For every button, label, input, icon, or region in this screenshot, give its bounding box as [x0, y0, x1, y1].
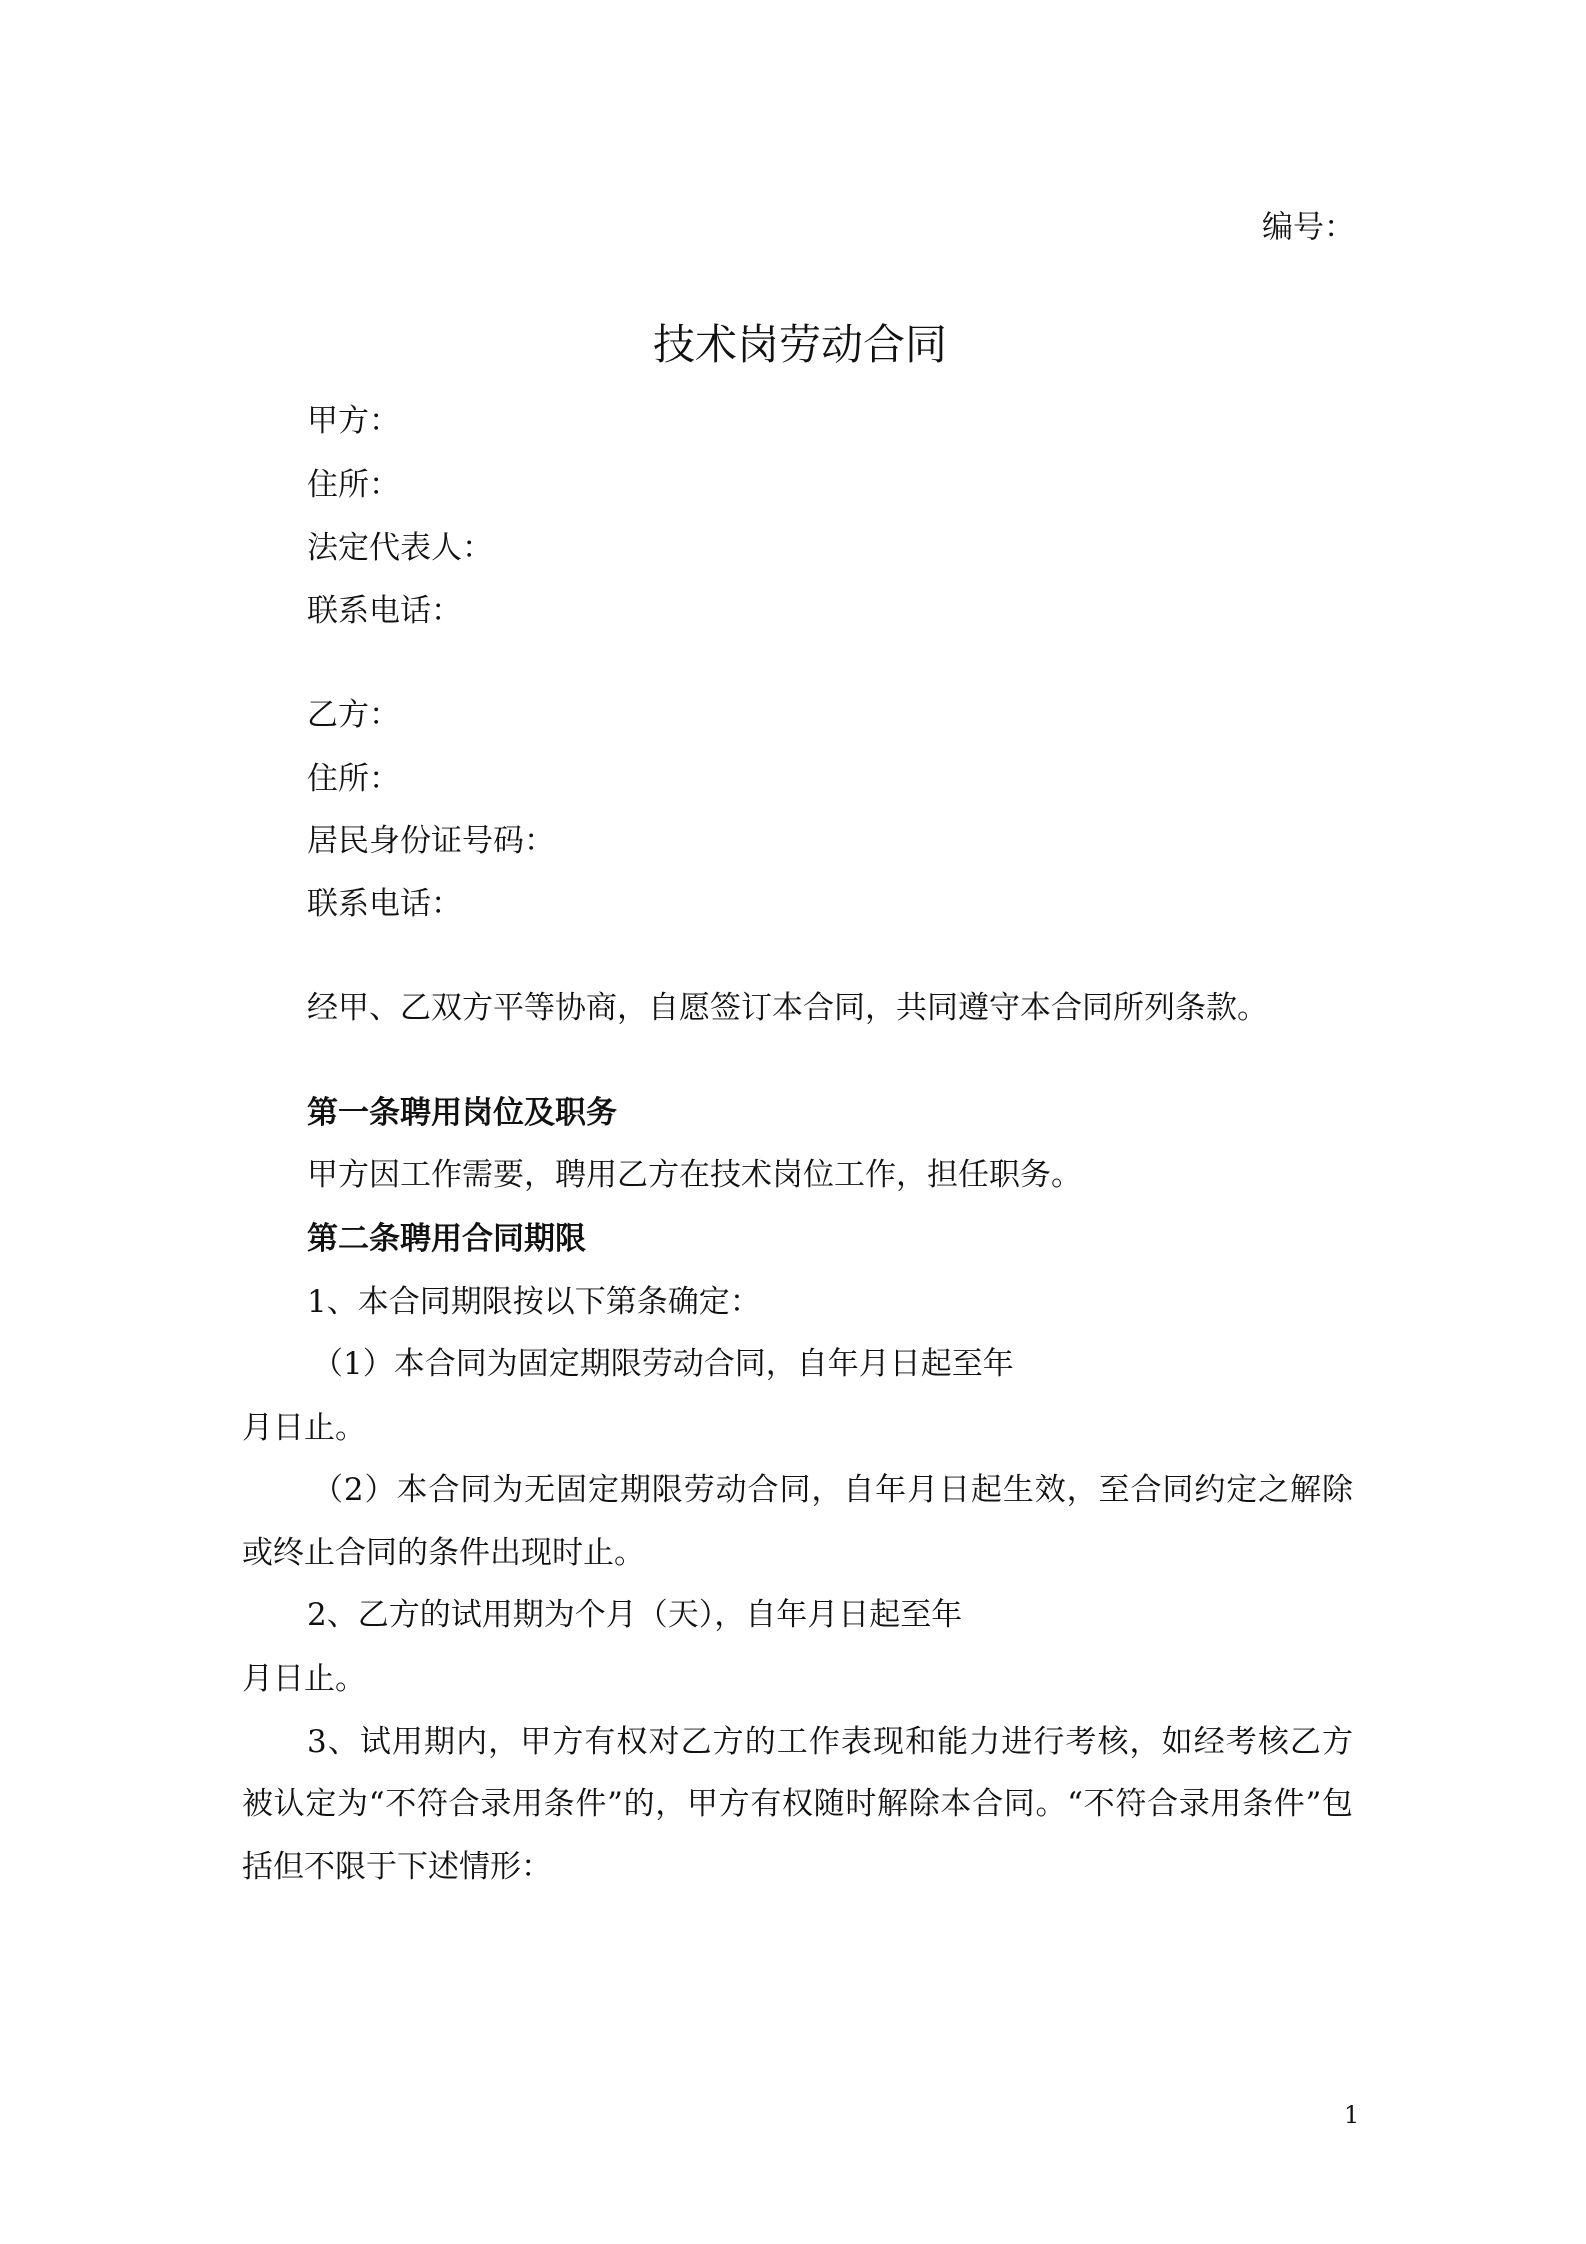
article1-heading: 第一条聘用岗位及职务 — [307, 1095, 617, 1131]
party-a-phone: 联系电话： — [307, 593, 462, 629]
document-title: 技术岗劳动合同 — [652, 320, 947, 369]
article1-text: 甲方因工作需要，聘用乙方在技术岗位工作，担任职务。 — [307, 1157, 1082, 1193]
page-number: 1 — [1344, 2101, 1360, 2129]
article2-item2-line2: 月日止。 — [242, 1661, 366, 1697]
article2-item1-1-line2: 月日止。 — [242, 1410, 366, 1446]
article2-item1-1-line1: （1）本合同为固定期限劳动合同，自年月日起至年 — [312, 1346, 1014, 1382]
article2-item3-line2: 被认定为“不符合录用条件”的，甲方有权随时解除本合同。“不符合录用条件”包 — [242, 1786, 1353, 1822]
party-a-legal-rep: 法定代表人： — [307, 530, 493, 566]
article2-item1-2-line1: （2）本合同为无固定期限劳动合同，自年月日起生效，至合同约定之解除 — [312, 1472, 1353, 1508]
party-a-name: 甲方： — [307, 403, 400, 439]
article2-item3-line3: 括但不限于下述情形： — [242, 1849, 552, 1885]
party-b-id-number: 居民身份证号码： — [307, 823, 555, 859]
article2-item3-line1: 3、试用期内，甲方有权对乙方的工作表现和能力进行考核，如经考核乙方 — [307, 1724, 1353, 1760]
party-b-name: 乙方： — [307, 697, 400, 733]
article2-heading: 第二条聘用合同期限 — [307, 1221, 586, 1257]
article2-item1-2-line2: 或终止合同的条件出现时止。 — [242, 1535, 645, 1571]
contract-number-label: 编号： — [1262, 209, 1355, 246]
article2-item2-line1: 2、乙方的试用期为个月（天），自年月日起至年 — [307, 1597, 963, 1633]
party-b-address: 住所： — [307, 761, 400, 797]
party-b-phone: 联系电话： — [307, 886, 462, 922]
preamble: 经甲、乙双方平等协商，自愿签订本合同，共同遵守本合同所列条款。 — [307, 990, 1268, 1026]
party-a-address: 住所： — [307, 467, 400, 503]
article2-item1: 1、本合同期限按以下第条确定： — [307, 1284, 761, 1320]
